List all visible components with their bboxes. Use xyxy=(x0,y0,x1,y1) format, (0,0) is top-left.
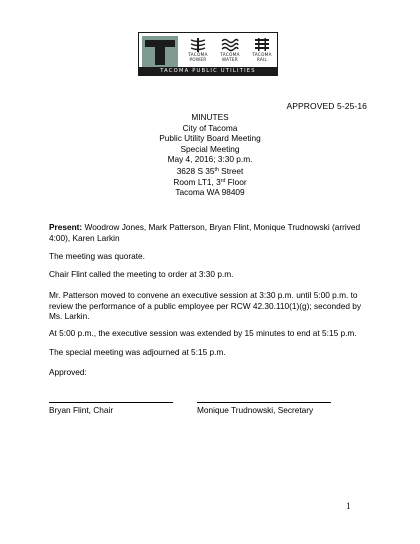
chair-signature-line xyxy=(49,402,173,403)
power-label-2: POWER xyxy=(189,56,207,62)
power-label-1: TACOMA xyxy=(188,52,208,57)
meeting-type: Special Meeting xyxy=(180,143,240,154)
minutes-title: MINUTES xyxy=(191,112,229,122)
meeting-address xyxy=(0,166,420,198)
quorate-paragraph: The meeting was quorate. xyxy=(49,251,145,261)
extension-paragraph: At 5:00 p.m., the executive session was extended by 15 minutes to end at 5:15 p.m. xyxy=(49,328,357,338)
logo-unit-water xyxy=(215,36,245,67)
secretary-signature-name: Monique Trudnowski, Secretary xyxy=(197,405,314,415)
rail-label-1: TACOMA xyxy=(252,52,272,57)
water-label-1: TACOMA xyxy=(220,52,240,57)
t-logo-icon xyxy=(142,36,178,67)
chair-signature-name: Bryan Flint, Chair xyxy=(49,405,114,415)
water-label-2: WATER xyxy=(221,56,239,62)
power-lines-icon xyxy=(189,37,207,53)
approved-stamp: APPROVED 5-25-16 xyxy=(286,101,367,111)
logo-org-name: TACOMA PUBLIC UTILITIES xyxy=(139,67,277,75)
rail-label-2: RAIL xyxy=(256,56,268,62)
board-name: Public Utility Board Meeting xyxy=(159,133,261,144)
present-paragraph xyxy=(49,222,371,243)
adjourned-paragraph: The special meeting was adjourned at 5:15 p.m. xyxy=(49,347,226,357)
logo-unit-rail xyxy=(247,36,277,67)
approved-label: Approved: xyxy=(49,367,87,377)
page-number: 1 xyxy=(346,501,351,511)
address-room: Room LT1, 3rd Floor xyxy=(173,176,247,187)
address-city: Tacoma WA 98409 xyxy=(175,187,245,198)
water-waves-icon xyxy=(221,37,239,53)
address-street: 3628 S 35th Street xyxy=(176,166,244,176)
rail-tracks-icon xyxy=(253,37,271,53)
call-to-order-paragraph: Chair Flint called the meeting to order at 3:30 p.m. xyxy=(49,269,234,279)
meeting-date-time: May 4, 2016; 3:30 p.m. xyxy=(167,154,253,165)
tacoma-public-utilities-logo xyxy=(138,32,278,76)
minutes-header xyxy=(0,112,420,165)
executive-session-paragraph: Mr. Patterson moved to convene an executive session at 3:30 p.m. until 5:00 p.m. to review the performance of a public employee per RCW 42.30.110(1)(g); seconded by Ms. Larkin. xyxy=(49,290,362,322)
present-label: Present: xyxy=(49,222,83,232)
logo-unit-power xyxy=(183,36,213,67)
organization: City of Tacoma xyxy=(182,122,238,133)
present-names: Woodrow Jones, Mark Patterson, Bryan Flint, Monique Trudnowski (arrived 4:00), Karen Larkin xyxy=(49,222,361,243)
secretary-signature-line xyxy=(197,402,331,403)
